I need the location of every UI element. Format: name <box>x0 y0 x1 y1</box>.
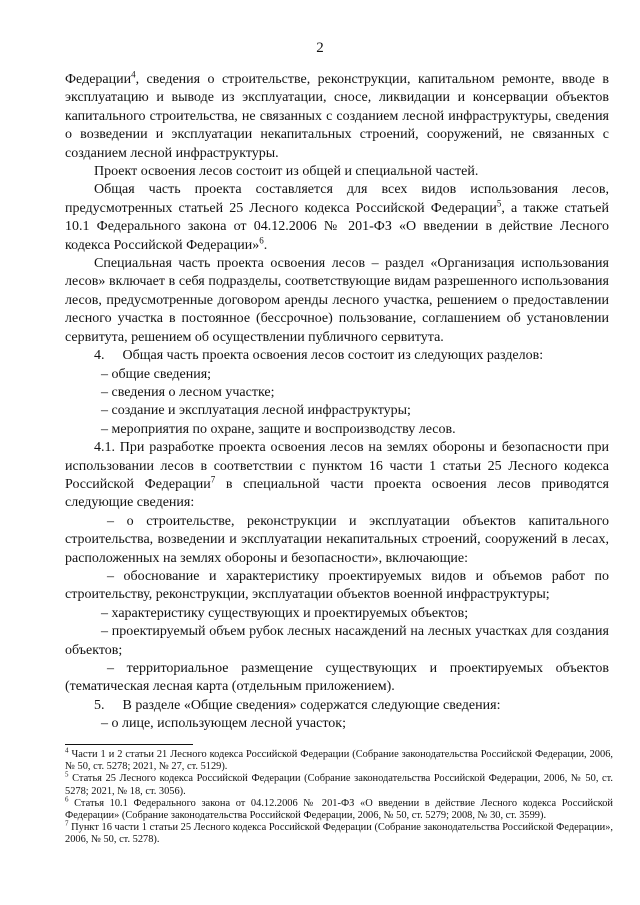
footnote-number: 4 <box>65 746 69 755</box>
item-number: 5. <box>94 697 105 713</box>
list-item: – мероприятия по охране, защите и воспроизводству лесов. <box>101 421 456 437</box>
footnote-number: 6 <box>65 795 69 804</box>
footnote-text: Пункт 16 части 1 статьи 25 Лесного кодекса Российской Федерации (Собрание законодательства Российской Федерации», 2006, № 50, ст. 5278). <box>65 822 613 846</box>
footnotes <box>65 746 613 847</box>
footnote-number: 7 <box>65 819 69 828</box>
footnote-text: Статья 10.1 Федерального закона от 04.12.2006 № 201-ФЗ «О введении в действие Лесного кодекса Российской Федерации» (Собрание законодательства Российской Федерации, 2006, № 50, ст. 5279; 2008, № 30, ст. 3599). <box>65 797 613 822</box>
list-item: – сведения о лесном участке; <box>101 384 275 400</box>
footnote-ref: 7 <box>210 474 216 485</box>
list-item: – территориальное размещение существующих и проектируемых объектов (тематическая лесная карта (отдельным приложением). <box>65 661 609 695</box>
list-item: – о лице, использующем лесной участок; <box>101 716 346 732</box>
page-number: 2 <box>316 40 324 56</box>
paragraph-text: Федерации <box>65 72 132 87</box>
paragraph-text: Общая часть проекта освоения лесов состоит из следующих разделов: <box>122 348 544 364</box>
footnote-separator <box>65 744 193 745</box>
list-item: – характеристику существующих и проектируемых объектов; <box>101 605 469 621</box>
footnote-ref: 4 <box>131 69 136 80</box>
paragraph-text: Общая часть проекта составляется для всех видов использования лесов, предусмотренных статьей 25 Лесного кодекса Российской Федерации <box>65 182 609 216</box>
list-item: – общие сведения; <box>101 366 212 382</box>
paragraph-text: 4.1. При разработке проекта освоения лесов на землях обороны и безопасности при использовании лесов в соответствии с пунктом 16 части 1 статьи 25 Лесного кодекса Российской Федерации <box>65 440 609 492</box>
paragraph <box>65 181 609 255</box>
paragraph-continuation <box>65 71 609 163</box>
list-item: – создание и эксплуатация лесной инфраструктуры; <box>101 403 411 419</box>
numbered-paragraph <box>65 697 609 715</box>
paragraph-text: , а также статьей 10.1 Федерального закона от 04.12.2006 № 201-ФЗ «О введении в действие Лесного кодекса Российской Федерации» <box>65 200 609 253</box>
paragraph-text: В разделе «Общие сведения» содержатся следующие сведения: <box>122 697 501 713</box>
list-item: – обоснование и характеристику проектируемых видов и объемов работ по строительству, реконструкции, эксплуатации объектов военной инфраструктуры; <box>65 568 609 603</box>
list-item: – о строительстве, реконструкции и эксплуатации объектов капитального строительства, возведении и эксплуатации некапитальных строений, сооружений в лесах, расположенных на землях обороны и безопасности», включающие: <box>65 513 609 566</box>
paragraph: Специальная часть проекта освоения лесов – раздел «Организация использования лесов» включает в себя подразделы, соответствующие видам разрешенного использования лесов, предусмотренные договором аренды лесного участка, решением о предоставлении лесного участка в постоянное (бессрочное) пользование, соглашением об установлении сервитута, решением об осуществлении публичного сервитута. <box>65 256 609 345</box>
document-body <box>65 71 609 734</box>
paragraph-text: в специальной части проекта освоения лесов приводятся следующие сведения: <box>65 476 609 511</box>
numbered-paragraph <box>65 347 609 365</box>
paragraph: Проект освоения лесов состоит из общей и специальной частей. <box>94 164 479 180</box>
footnote <box>65 770 613 797</box>
item-number: 4. <box>94 348 105 364</box>
footnote-text: Части 1 и 2 статьи 21 Лесного кодекса Российской Федерации (Собрание законодательства Российской Федерации, 2006, № 50, ст. 5278; 2021, № 27, ст. 5129). <box>65 749 613 773</box>
footnote-ref: 6 <box>259 235 264 245</box>
footnote-text: Статья 25 Лесного кодекса Российской Федерации (Собрание законодательства Российской Федерации, 2006, № 50, ст. 5278; 2021, № 18, ст. 3056). <box>65 773 613 797</box>
footnote-number: 5 <box>65 770 69 779</box>
paragraph <box>65 439 609 513</box>
paragraph-text: . <box>263 237 268 253</box>
footnote-ref: 5 <box>496 198 502 209</box>
footnote <box>65 795 613 822</box>
footnote <box>65 819 613 846</box>
footnote <box>65 746 613 773</box>
paragraph-text: , сведения о строительстве, реконструкции, капитальном ремонте, вводе в эксплуатацию и выводе из эксплуатации, сносе, ликвидации и консервации объектов капитального строительства, не связанных с созданием лесной инфраструктуры, сведения о возведении и эксплуатации некапитальных строений, сооружений, не связанных с созданием лесной инфраструктуры. <box>65 72 609 161</box>
list-item: – проектируемый объем рубок лесных насаждений на лесных участках для создания объектов; <box>65 624 609 658</box>
